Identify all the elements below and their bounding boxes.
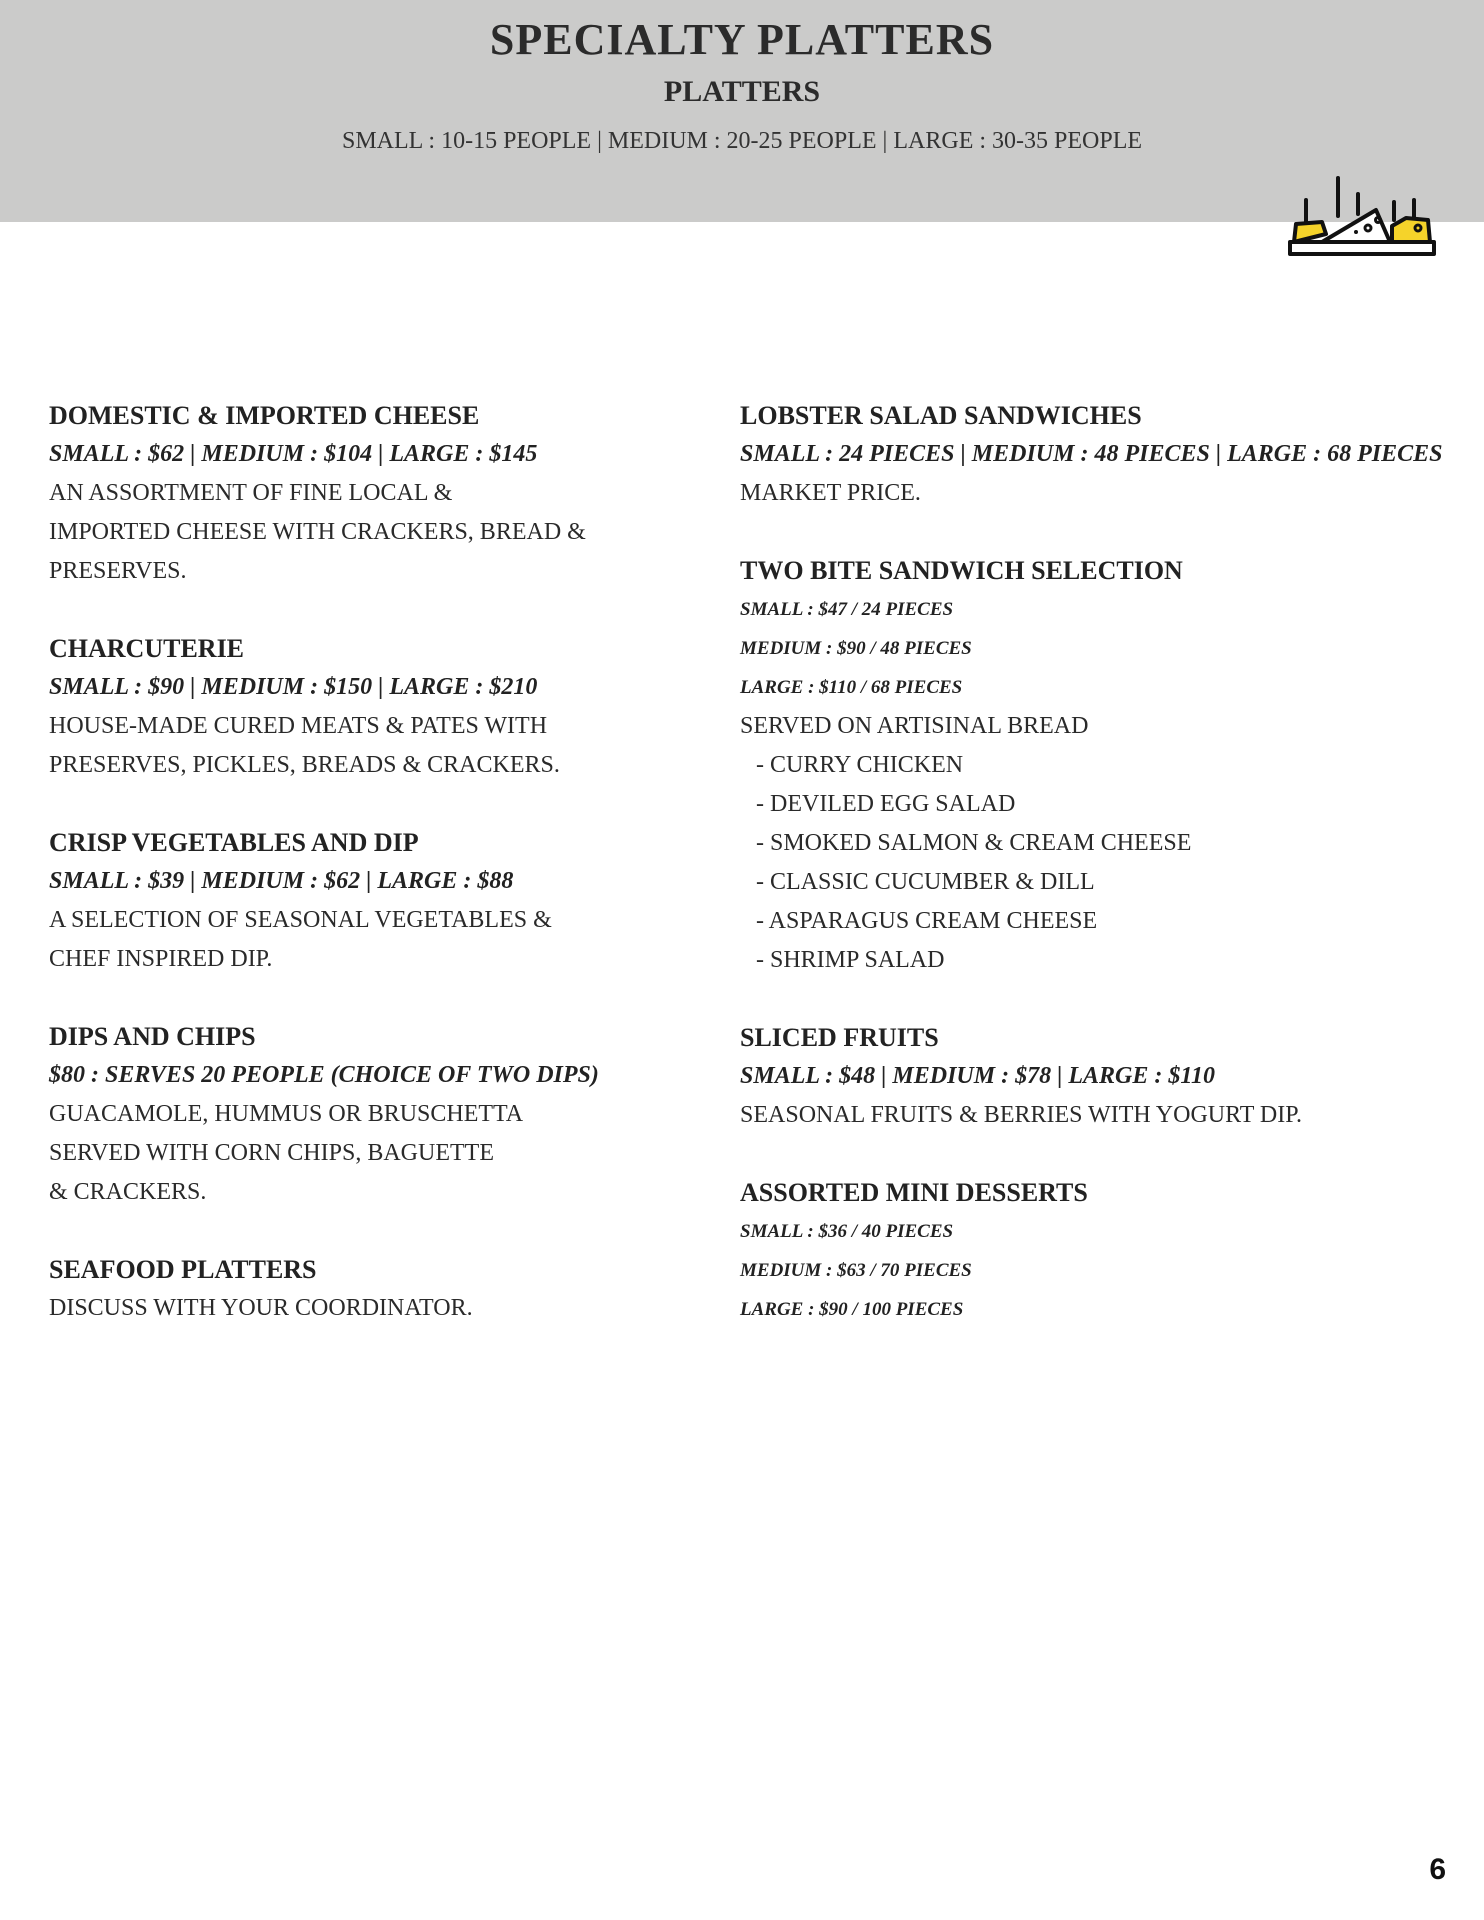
menu-section-cheese <box>49 396 689 591</box>
section-description: A SELECTION OF SEASONAL VEGETABLES & <box>49 907 552 933</box>
list-item: - CLASSIC CUCUMBER & DILL <box>756 869 1095 895</box>
section-description: & CRACKERS. <box>49 1179 207 1205</box>
section-title: TWO BITE SANDWICH SELECTION <box>740 556 1183 585</box>
section-description: PRESERVES, PICKLES, BREADS & CRACKERS. <box>49 752 560 778</box>
page-number: 6 <box>1429 1853 1446 1886</box>
right-column <box>740 396 1460 1367</box>
section-description: PRESERVES. <box>49 558 187 584</box>
section-price: SMALL : $47 / 24 PIECES <box>740 599 954 620</box>
section-description: CHEF INSPIRED DIP. <box>49 946 273 972</box>
section-price: MEDIUM : $63 / 70 PIECES <box>740 1260 972 1281</box>
section-description: HOUSE-MADE CURED MEATS & PATES WITH <box>49 713 548 739</box>
menu-section-fruits <box>740 1018 1460 1135</box>
left-column <box>49 396 689 1366</box>
section-price: SMALL : $39 | MEDIUM : $62 | LARGE : $88 <box>49 868 514 894</box>
section-title: DOMESTIC & IMPORTED CHEESE <box>49 401 480 430</box>
serving-sizes: SMALL : 10-15 PEOPLE | MEDIUM : 20-25 PEOPLE | LARGE : 30-35 PEOPLE <box>341 128 1143 154</box>
section-description: MARKET PRICE. <box>740 480 921 506</box>
menu-section-vegetables <box>49 823 689 979</box>
section-price: LARGE : $110 / 68 PIECES <box>740 677 963 698</box>
section-description: SERVED ON ARTISINAL BREAD <box>740 713 1089 739</box>
menu-section-sandwiches <box>740 551 1460 980</box>
menu-section-dips <box>49 1017 689 1212</box>
menu-section-desserts <box>740 1173 1460 1329</box>
section-description: SEASONAL FRUITS & BERRIES WITH YOGURT DIP. <box>740 1102 1302 1128</box>
section-title: CRISP VEGETABLES AND DIP <box>49 828 419 857</box>
section-price: MEDIUM : $90 / 48 PIECES <box>740 638 972 659</box>
section-price: SMALL : 24 PIECES | MEDIUM : 48 PIECES | LARGE : 68 PIECES <box>740 441 1443 467</box>
section-description: GUACAMOLE, HUMMUS OR BRUSCHETTA <box>49 1101 524 1127</box>
menu-section-charcuterie <box>49 629 689 785</box>
section-description: IMPORTED CHEESE WITH CRACKERS, BREAD & <box>49 519 586 545</box>
list-item: - ASPARAGUS CREAM CHEESE <box>756 908 1098 934</box>
section-description: SERVED WITH CORN CHIPS, BAGUETTE <box>49 1140 494 1166</box>
section-title: DIPS AND CHIPS <box>49 1022 256 1051</box>
cheese-board-icon <box>1282 170 1442 262</box>
section-title: LOBSTER SALAD SANDWICHES <box>740 401 1142 430</box>
list-item: - SHRIMP SALAD <box>756 947 945 973</box>
list-item: - SMOKED SALMON & CREAM CHEESE <box>756 830 1192 856</box>
section-title: ASSORTED MINI DESSERTS <box>740 1178 1088 1207</box>
section-price: SMALL : $62 | MEDIUM : $104 | LARGE : $145 <box>49 441 538 467</box>
section-description: AN ASSORTMENT OF FINE LOCAL & <box>49 480 453 506</box>
section-title: CHARCUTERIE <box>49 634 245 663</box>
section-description: DISCUSS WITH YOUR COORDINATOR. <box>49 1295 473 1321</box>
section-price: LARGE : $90 / 100 PIECES <box>740 1299 964 1320</box>
page-subtitle: PLATTERS <box>663 75 821 108</box>
section-price: SMALL : $90 | MEDIUM : $150 | LARGE : $210 <box>49 674 538 700</box>
menu-section-lobster <box>740 396 1460 513</box>
list-item: - DEVILED EGG SALAD <box>756 791 1016 817</box>
section-price: SMALL : $36 / 40 PIECES <box>740 1221 954 1242</box>
section-title: SLICED FRUITS <box>740 1023 939 1052</box>
section-price: $80 : SERVES 20 PEOPLE (CHOICE OF TWO DIPS) <box>49 1062 599 1088</box>
section-price: SMALL : $48 | MEDIUM : $78 | LARGE : $110 <box>740 1063 1216 1089</box>
page-title: SPECIALTY PLATTERS <box>489 15 995 64</box>
menu-section-seafood <box>49 1250 689 1328</box>
list-item: - CURRY CHICKEN <box>756 752 964 778</box>
section-title: SEAFOOD PLATTERS <box>49 1255 317 1284</box>
header-banner <box>0 0 1484 222</box>
